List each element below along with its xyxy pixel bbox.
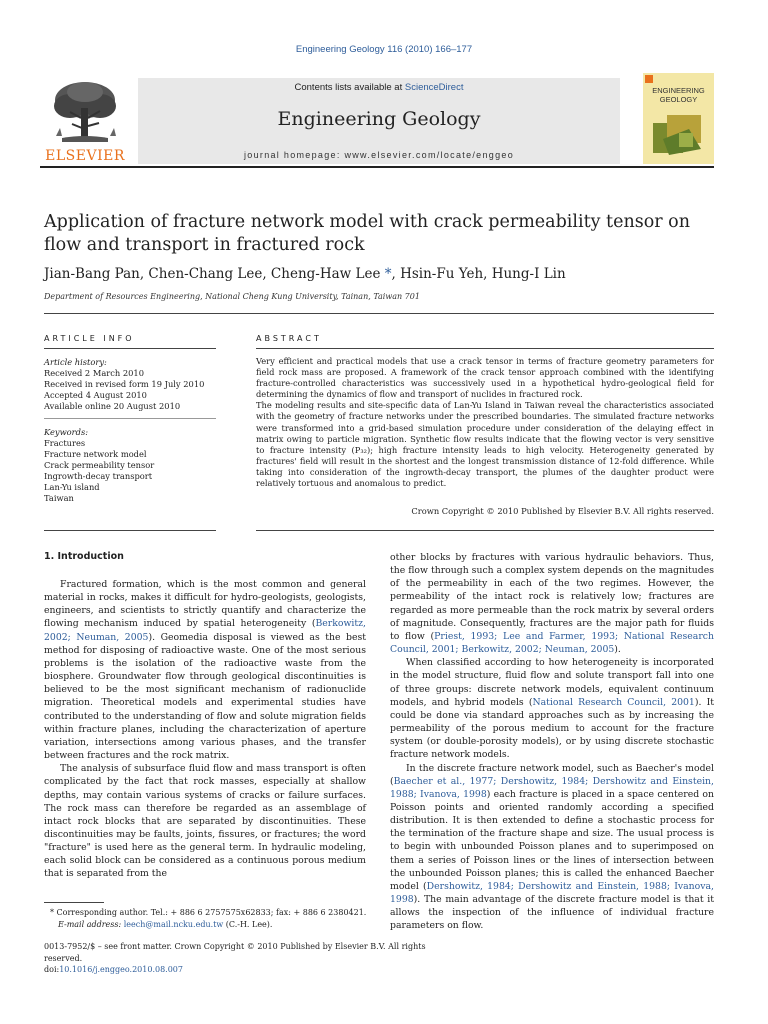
body-text: other blocks by fractures with various hydraulic behaviors. Thus, the flow through such a complex system depends on the magnitudes of the permeability in each of the two regimes. However, the permeability of the intact rock is relatively low; fractures are regarded as more permeable than the rock matrix by several orders of magnitude. Consequently, fractures are the major path for fluids to flow ( (390, 552, 714, 642)
cover-title-line2: GEOLOGY (659, 95, 698, 104)
keyword-item: Fracture network model (44, 449, 147, 459)
keyword-item: Ingrowth-decay transport (44, 471, 153, 481)
journal-title: Engineering Geology (277, 108, 481, 130)
affiliation: Department of Resources Engineering, National Cheng Kung University, Tainan, Taiwan 701 (44, 292, 420, 301)
divider (256, 348, 714, 349)
journal-homepage[interactable]: journal homepage: www.elsevier.com/locate/enggeo (243, 150, 515, 160)
journal-reference[interactable]: Engineering Geology 116 (2010) 166–177 (295, 44, 473, 55)
abstract-paragraph: Very efficient and practical models that use a crack tensor in terms of fracture geometry parameters for field rock mass are proposed. A framework of the crack tensor approach combined with the identifying fracture-controlled characteristics was successively used in a hypothetical hydro-geological field for determining the dynamics of flow and transport of nuclides in fractured rock. (256, 356, 714, 400)
body-text: ). Geomedia disposal is viewed as the best method for disposing of radioactive waste. One of the most serious problems is the isolation of the radioactive waste from the biosphere. Groundwater flow through geological discontinuities is believed to be the most significant mechanism of radionuclide migration. Theoretical models and experimental studies have contributed to the understanding of flow and solute migration fields within fracture planes, including the characterization of aperture variation, intersections among various phases, and the transfer between fractures and the rock matrix. (44, 631, 366, 762)
article-history (44, 357, 216, 412)
footnote-rule (44, 902, 104, 903)
body-paragraph: The analysis of subsurface fluid flow and mass transport is often complicated by the fact that rock masses, especially at shallow depths, may contain various systems of cracks or failure surfaces. The rock mass can therefore be regarded as an assemblage of intact rock blocks that are separated by discontinuities. These discontinuities may be faults, joints, fissures, or fractures; the word "fracture" is used here as the general term. In hydraulic modeling, each solid block can be considered as a continuous porous medium that is separated from the (44, 763, 366, 880)
abstract-heading: ABSTRACT (256, 334, 322, 343)
front-matter-note (44, 941, 444, 976)
body-text: In the discrete fracture network model, such as Baecher's model ( (390, 762, 714, 787)
citation-link[interactable]: Berkowitz, 2002; Neuman, 2005 (44, 618, 366, 643)
corresponding-author-mark[interactable]: * (384, 266, 392, 282)
sciencedirect-link[interactable]: ScienceDirect (404, 82, 464, 93)
cover-title-line1: ENGINEERING (652, 86, 705, 95)
abstract-copyright: Crown Copyright © 2010 Published by Elsevier B.V. All rights reserved. (411, 506, 714, 516)
history-item: Received 2 March 2010 (44, 368, 144, 378)
body-paragraph (390, 656, 714, 761)
body-column-right (390, 551, 714, 933)
body-column-left (44, 578, 366, 881)
citation-link[interactable]: Dershowitz, 1984; Dershowitz and Einstein, 1988; Ivanova, 1998 (390, 880, 715, 906)
body-paragraph (390, 762, 714, 933)
abstract-paragraph: The modeling results and site-specific data of Lan-Yu Island in Taiwan reveal the characteristics associated with the geometry of fracture networks under the prescribed boundaries. The simulated fracture networks were transformed into a grid-based simulation procedure under consideration of the delaying effect in matrix owing to particle migration. Synthetic flow results indicate that the flowing vector is very sensitive to fracture intensity (P₃₂); high fracture intensity leads to high velocity. Heterogeneity generated by fractures' field will result in the shortest and the longest transmission distance of 12-fold difference. While taking into consideration of the ingrowth-decay transport, the plumes of the daughter product were relatively tortuous and anomalous to predict. (256, 400, 714, 489)
divider (44, 348, 216, 349)
divider (44, 418, 216, 419)
keyword-item: Lan-Yu island (44, 482, 100, 492)
keyword-item: Fractures (44, 438, 86, 448)
doi-link[interactable]: 10.1016/j.enggeo.2010.08.007 (59, 965, 183, 974)
body-text: ). (614, 644, 621, 656)
body-text: When classified according to how heterogeneity is incorporated in the model structure, fluid flow and solute transport fall into one of three groups: discrete network models, equivalent continuum models, and hybrid models ( (390, 657, 714, 708)
doi-line (44, 964, 444, 976)
keywords-label: Keywords: (44, 427, 89, 437)
journal-cover[interactable] (643, 73, 714, 164)
divider (44, 313, 714, 314)
history-label: Article history: (44, 357, 107, 367)
footnote (44, 907, 374, 930)
email-line (44, 919, 374, 931)
history-item: Available online 20 August 2010 (44, 401, 181, 411)
divider (44, 530, 216, 531)
email-label: E-mail address: (58, 919, 124, 929)
divider (256, 530, 714, 531)
citation-link[interactable]: National Research Council, 2001 (532, 696, 695, 708)
cover-title (643, 86, 714, 104)
contents-prefix: Contents lists available at (294, 82, 405, 93)
authors-rest: , Hsin-Fu Yeh, Hung-I Lin (391, 266, 566, 282)
contents-line (138, 82, 620, 93)
email-suffix: (C.-H. Lee). (223, 919, 273, 929)
history-item: Received in revised form 19 July 2010 (44, 379, 205, 389)
cover-elsevier-mark (645, 75, 653, 83)
body-text: ). The main advantage of the discrete fracture model is that it allows the inspection of the influence of individual fracture parameters on flow. (390, 894, 714, 932)
abstract-body (256, 356, 714, 489)
keyword-item: Crack permeability tensor (44, 460, 155, 470)
body-paragraph (44, 578, 366, 762)
cover-artwork-icon (649, 109, 709, 159)
citation-link[interactable]: Priest, 1993; Lee and Farmer, 1993; National Research Council, 2001; Berkowitz, 2002; Neuman, 2005 (390, 630, 714, 656)
article-info-heading: ARTICLE INFO (44, 334, 135, 343)
paper-title: Application of fracture network model with crack permeability tensor on flow and transport in fractured rock (44, 212, 690, 255)
doi-label: doi: (44, 965, 60, 974)
keyword-item: Taiwan (44, 493, 74, 503)
elsevier-wordmark: ELSEVIER (45, 148, 125, 164)
corresponding-author-note: * Corresponding author. Tel.: + 886 6 2757575x62833; fax: + 886 6 2380421. (50, 908, 367, 917)
elsevier-logo[interactable] (42, 78, 128, 168)
section-heading: 1. Introduction (44, 551, 124, 562)
citation-link[interactable]: Baecher et al., 1977; Dershowitz, 1984; Dershowitz and Einstein, 1988; Ivanova, 1998 (390, 775, 714, 800)
body-text: ). It could be done via standard approaches such as by increasing the permeability of the porous medium to account for the fracture system (or double-porosity models), or by using discrete stochastic fracture network models. (390, 696, 715, 761)
author-list (44, 266, 724, 282)
body-text: Fractured formation, which is the most common and general material in rocks, makes it difficult for hydro-geologists, geologists, engineers, and scientists to strictly quantify and characterize the flowing mechanism induced by spatial heterogeneity ( (44, 579, 366, 630)
body-text: ) each fracture is placed in a space centered on Poisson points and oriented randomly according a specified distribution. It is then extended to define a stochastic process for the termination of the fracture shape and size. The usual process is to begin with unbounded Poisson planes and to superimposed on them a series of Poisson lines or the lines of intersection between the unbounded Poisson planes; this is called the enhanced Baecher model ( (390, 788, 714, 892)
email-link[interactable]: leech@mail.ncku.edu.tw (123, 919, 224, 929)
history-item: Accepted 4 August 2010 (44, 390, 147, 400)
issn-line: 0013-7952/$ – see front matter. Crown Copyright © 2010 Published by Elsevier B.V. All rights reserved. (44, 942, 426, 963)
body-paragraph (390, 551, 714, 656)
authors-first: Jian-Bang Pan, Chen-Chang Lee, Cheng-Haw Lee (44, 266, 385, 282)
keywords (44, 427, 216, 504)
